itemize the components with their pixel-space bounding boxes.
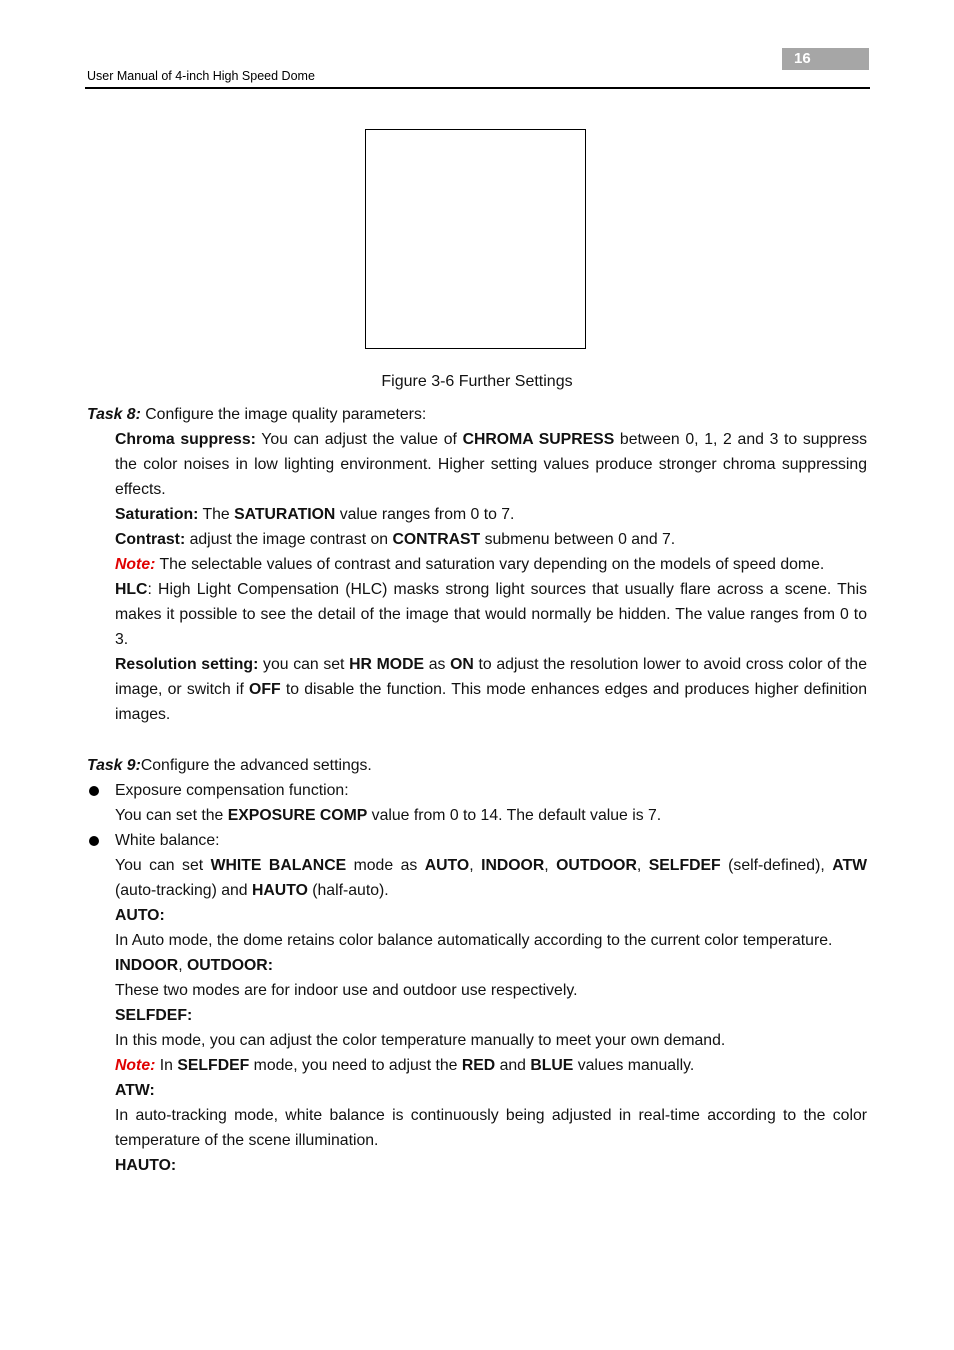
contrast-label: Contrast: [115, 531, 186, 548]
wb-term: WHITE BALANCE [210, 857, 347, 874]
atw-text: In auto-tracking mode, white balance is continuously being adjusted in real-time according to the color temperature of the scene illumination. [115, 1107, 867, 1149]
white-balance-modes [115, 853, 867, 903]
wb-sep: , [544, 857, 557, 874]
exposure-bullet [87, 778, 867, 828]
task9-intro [87, 753, 867, 778]
task9-label: Task 9: [87, 757, 141, 774]
wb-term-outdoor: OUTDOOR [556, 857, 637, 874]
task8-label: Task 8: [87, 406, 141, 423]
wb-term-selfdef: SELFDEF [648, 857, 721, 874]
wb-text-4: (auto-tracking) and [115, 882, 252, 899]
chroma-text-2: between 0, 1, 2 and 3 to suppress the color noises in low lighting environment. Higher setting values produce stronger chroma suppressing effects. [115, 431, 867, 498]
chroma-label: Chroma suppress: [115, 431, 256, 448]
chroma-paragraph [87, 427, 867, 502]
resolution-text-3: to adjust the resolution lower to avoid cross color of the image, or switch if [115, 656, 868, 698]
indoor-outdoor-text: These two modes are for indoor use and outdoor use respectively. [115, 982, 578, 999]
note-text-4: values manually. [573, 1057, 695, 1074]
note-label: Note: [115, 556, 156, 573]
note-text-1: In [155, 1057, 178, 1074]
note-text-3: and [495, 1057, 531, 1074]
white-balance-title: White balance: [115, 832, 220, 849]
saturation-text-1: The [198, 506, 235, 523]
outdoor-heading: OUTDOOR: [186, 957, 273, 974]
saturation-term: SATURATION [234, 506, 336, 523]
hlc-label: HLC [115, 581, 148, 598]
auto-heading: AUTO: [115, 907, 165, 924]
header-rule [85, 87, 870, 89]
chroma-term: CHROMA SUPRESS [462, 431, 615, 448]
resolution-text-1: you can set [258, 656, 350, 673]
resolution-label: Resolution setting: [115, 656, 259, 673]
task8-text: Configure the image quality parameters: [140, 406, 427, 423]
note-text-2: mode, you need to adjust the [249, 1057, 462, 1074]
header-title: User Manual of 4-inch High Speed Dome [87, 69, 315, 83]
selfdef-text: In this mode, you can adjust the color temperature manually to meet your own demand. [115, 1032, 726, 1049]
wb-term-atw: ATW [832, 857, 867, 874]
spacer [87, 727, 867, 753]
wb-text-1: You can set [115, 857, 211, 874]
contrast-note [87, 552, 867, 577]
wb-term-auto: AUTO [424, 857, 470, 874]
white-balance-bullet [87, 828, 867, 1178]
task8-intro [87, 402, 867, 427]
page-number: 16 [782, 48, 869, 70]
exposure-title: Exposure compensation function: [115, 782, 349, 799]
task9-text: Configure the advanced settings. [140, 757, 372, 774]
document-body [87, 402, 867, 1178]
contrast-term: CONTRAST [392, 531, 481, 548]
bullet-dot-icon [89, 836, 99, 846]
heading-sep: , [178, 957, 187, 974]
resolution-term-on: ON [450, 656, 474, 673]
selfdef-note [115, 1053, 867, 1078]
contrast-text-1: adjust the image contrast on [185, 531, 393, 548]
contrast-text-2: submenu between 0 and 7. [480, 531, 676, 548]
note-term-blue: BLUE [530, 1057, 574, 1074]
resolution-paragraph [87, 652, 867, 727]
chroma-text-1: You can adjust the value of [255, 431, 463, 448]
saturation-text-2: value ranges from 0 to 7. [335, 506, 515, 523]
resolution-term-off: OFF [249, 681, 281, 698]
note-term-red: RED [461, 1057, 496, 1074]
note-term-selfdef: SELFDEF [177, 1057, 250, 1074]
resolution-term-hr-mode: HR MODE [349, 656, 425, 673]
selfdef-heading: SELFDEF: [115, 1007, 193, 1024]
auto-text: In Auto mode, the dome retains color balance automatically according to the current color temperature. [115, 932, 833, 949]
saturation-label: Saturation: [115, 506, 199, 523]
hlc-text: : High Light Compensation (HLC) masks strong light sources that usually flare across a scene. This makes it possible to see the detail of the image that would normally be hidden. The value ranges from 0 to 3. [115, 581, 867, 648]
bullet-dot-icon [89, 786, 99, 796]
exposure-text-1: You can set the [115, 807, 228, 824]
resolution-text-4: to disable the function. This mode enhances edges and produces higher definition images. [115, 681, 867, 723]
indoor-heading: INDOOR [115, 957, 179, 974]
figure-caption: Figure 3-6 Further Settings [381, 373, 573, 390]
note-label: Note: [115, 1057, 156, 1074]
exposure-text-2: value from 0 to 14. The default value is 7. [367, 807, 662, 824]
exposure-text [115, 803, 867, 828]
atw-heading: ATW: [115, 1082, 155, 1099]
wb-text-5: (half-auto). [307, 882, 389, 899]
resolution-text-2: as [424, 656, 451, 673]
wb-term-hauto: HAUTO [251, 882, 308, 899]
note-text: The selectable values of contrast and saturation vary depending on the models of speed dome. [155, 556, 825, 573]
wb-sep: , [636, 857, 649, 874]
hlc-paragraph [87, 577, 867, 652]
wb-term-indoor: INDOOR [481, 857, 545, 874]
wb-sep: , [469, 857, 482, 874]
figure-placeholder [365, 129, 586, 349]
saturation-paragraph [87, 502, 867, 527]
hauto-heading: HAUTO: [115, 1157, 177, 1174]
wb-text-3: (self-defined), [720, 857, 833, 874]
contrast-paragraph [87, 527, 867, 552]
exposure-term: EXPOSURE COMP [227, 807, 368, 824]
wb-text-2: mode as [346, 857, 425, 874]
